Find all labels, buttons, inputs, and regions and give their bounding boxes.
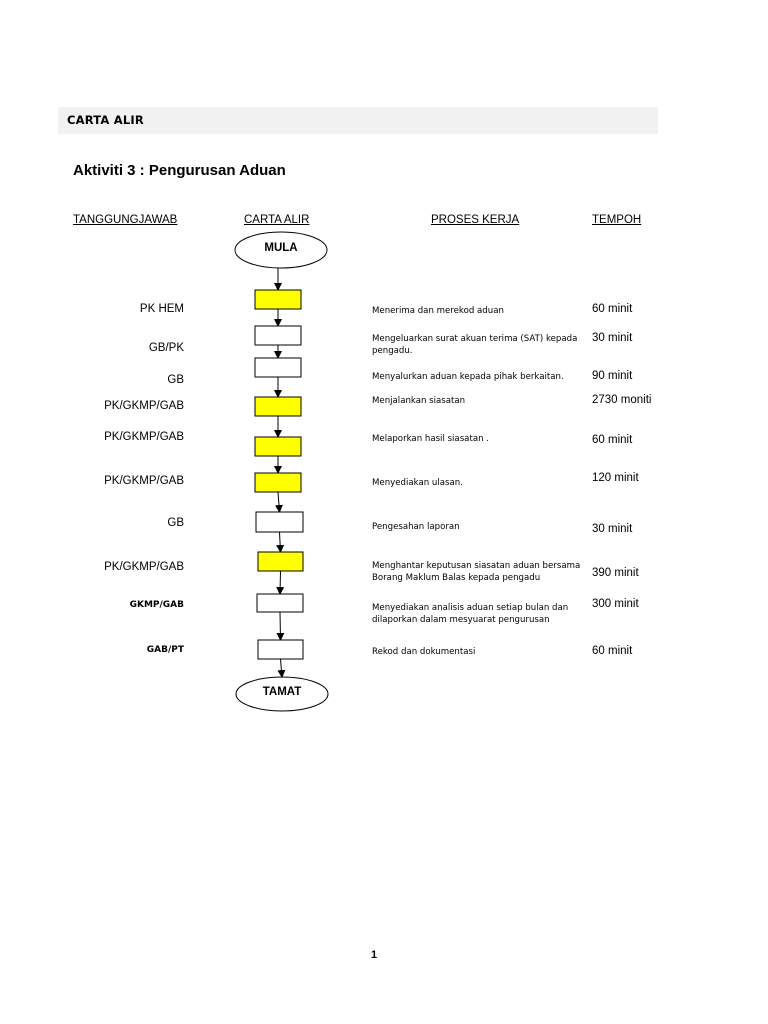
step-4-duration: 2730 moniti (592, 394, 652, 406)
connector-step-10-to-end (281, 659, 283, 677)
step-8-process: Menghantar keputusan siasatan aduan bersama Borang Maklum Balas kepada pengadu (372, 561, 581, 583)
flow-step-10-box (258, 640, 303, 659)
flow-step-4-box (255, 397, 301, 416)
step-3-process: Menyalurkan aduan kepada pihak berkaitan. (372, 372, 564, 382)
step-1-process: Menerima dan merekod aduan (372, 306, 504, 316)
step-7-process: Pengesahan laporan (372, 522, 460, 532)
connector-step-7-to-step-8 (280, 532, 281, 552)
header-duration: TEMPOH (592, 214, 642, 226)
activity-title: Aktiviti 3 : Pengurusan Aduan (73, 162, 286, 179)
flow-step-3-box (255, 358, 301, 377)
start-label: MULA (264, 242, 298, 254)
step-9-process: Menyediakan analisis aduan setiap bulan dan dilaporkan dalam mesyuarat pengurusan (372, 603, 569, 625)
step-10-duration: 60 minit (592, 645, 633, 657)
section-title: CARTA ALIR (67, 113, 144, 127)
connector-step-8-to-step-9 (280, 571, 281, 594)
flow-step-2-box (255, 326, 301, 345)
header-responsibility: TANGGUNGJAWAB (73, 214, 178, 226)
flow-step-8-box (258, 552, 303, 571)
step-8-responsibility: PK/GKMP/GAB (104, 561, 184, 573)
step-5-duration: 60 minit (592, 434, 633, 446)
step-2-process: Mengeluarkan surat akuan terima (SAT) kepada pengadu. (372, 334, 578, 356)
header-flowchart: CARTA ALIR (244, 214, 310, 226)
step-10-responsibility: GAB/PT (146, 645, 184, 655)
step-3-duration: 90 minit (592, 370, 633, 382)
step-10-process: Rekod dan dokumentasi (372, 647, 476, 657)
step-2-duration: 30 minit (592, 332, 633, 344)
step-9-duration: 300 minit (592, 598, 639, 610)
step-1-responsibility: PK HEM (139, 303, 184, 315)
step-4-process: Menjalankan siasatan (372, 396, 466, 406)
step-2-responsibility: GB/PK (148, 342, 184, 354)
step-7-duration: 30 minit (592, 523, 633, 535)
connector-step-6-to-step-7 (278, 492, 280, 512)
step-5-process: Melaporkan hasil siasatan . (372, 434, 489, 444)
step-7-responsibility: GB (167, 517, 184, 529)
flow-step-5-box (255, 437, 301, 456)
step-5-responsibility: PK/GKMP/GAB (104, 431, 184, 443)
end-label: TAMAT (262, 686, 302, 698)
flow-step-7-box (256, 512, 303, 532)
page-number: 1 (370, 949, 378, 961)
step-6-duration: 120 minit (592, 472, 639, 484)
flow-step-1-box (255, 290, 301, 309)
header-process: PROSES KERJA (431, 214, 520, 226)
step-6-process: Menyediakan ulasan. (372, 478, 463, 488)
step-4-responsibility: PK/GKMP/GAB (104, 400, 184, 412)
flow-step-9-box (257, 594, 303, 612)
connector-step-9-to-step-10 (280, 612, 281, 640)
step-6-responsibility: PK/GKMP/GAB (104, 475, 184, 487)
flow-step-6-box (255, 473, 301, 492)
step-1-duration: 60 minit (592, 303, 633, 315)
step-3-responsibility: GB (167, 374, 184, 386)
step-9-responsibility: GKMP/GAB (129, 600, 184, 610)
step-8-duration: 390 minit (592, 567, 639, 579)
